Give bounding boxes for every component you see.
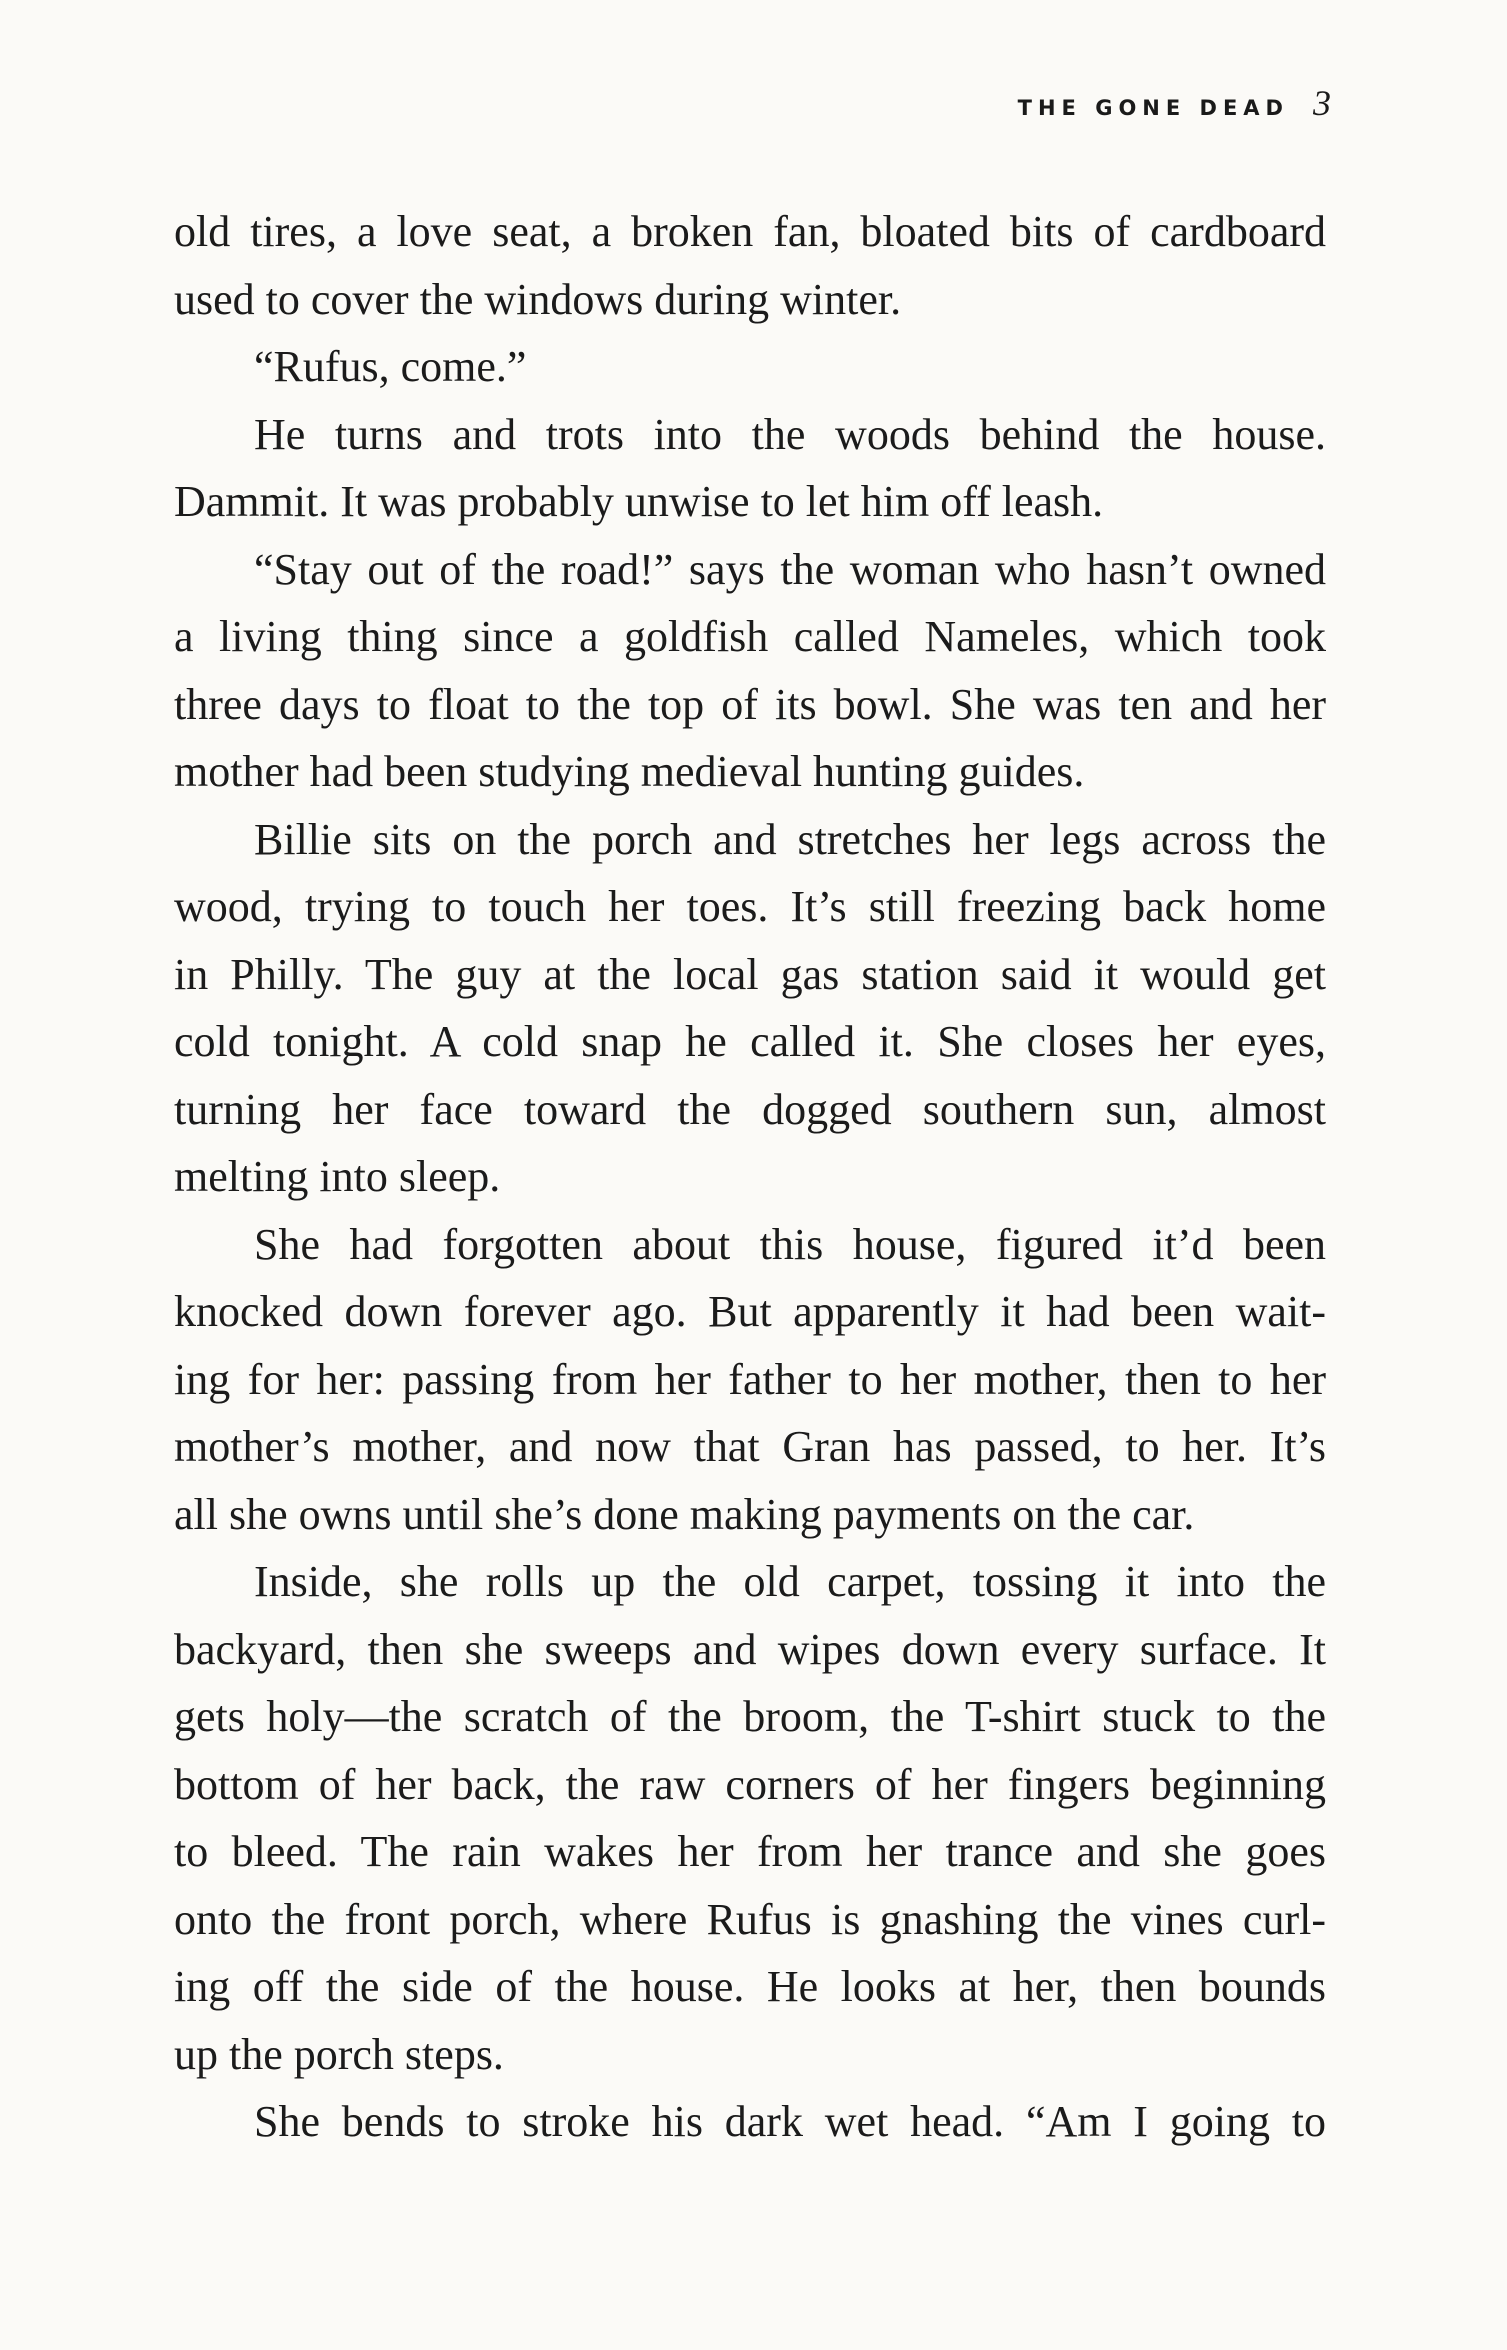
text-line: wood, trying to touch her toes. It’s still freezing back home [174, 882, 1326, 931]
text-line: ing off the side of the house. He looks at her, then bounds [174, 1962, 1326, 2011]
text-line: in Philly. The guy at the local gas station said it would get [174, 949, 1326, 999]
text-line: ing for her: passing from her father to her mother, then to her [174, 1354, 1326, 1404]
text-line: “Stay out of the road!” says the woman who hasn’t owned [254, 544, 1326, 594]
text-line: She bends to stroke his dark wet head. “Am I going to [254, 2097, 1326, 2146]
text-line: a living thing since a goldfish called Nameles, which took [174, 612, 1326, 661]
text-line: He turns and trots into the woods behind the house. [254, 409, 1326, 459]
text-line: Inside, she rolls up the old carpet, tossing it into the [254, 1557, 1326, 1606]
text-line: onto the front porch, where Rufus is gnashing the vines curl- [174, 1894, 1326, 1944]
page-number: 3 [1313, 83, 1331, 123]
text-line: mother’s mother, and now that Gran has passed, to her. It’s [174, 1422, 1326, 1471]
text-line: three days to float to the top of its bowl. She was ten and her [174, 679, 1326, 729]
text-line: She had forgotten about this house, figured it’d been [254, 1219, 1326, 1269]
running-head [1018, 82, 1331, 124]
text-line: to bleed. The rain wakes her from her trance and she goes [174, 1827, 1326, 1876]
text-line: Dammit. It was probably unwise to let him off leash. [174, 477, 1104, 526]
text-line: used to cover the windows during winter. [174, 274, 902, 324]
body-text [174, 198, 1326, 2156]
text-line: mother had been studying medieval hunting guides. [174, 747, 1085, 796]
text-line: knocked down forever ago. But apparently it had been wait- [174, 1287, 1326, 1336]
text-line: gets holy—the scratch of the broom, the T-shirt stuck to the [174, 1692, 1326, 1741]
text-line: cold tonight. A cold snap he called it. She closes her eyes, [174, 1017, 1326, 1066]
text-line: turning her face toward the dogged southern sun, almost [174, 1084, 1326, 1134]
text-line: bottom of her back, the raw corners of her fingers beginning [174, 1759, 1326, 1809]
text-line: all she owns until she’s done making payments on the car. [174, 1489, 1195, 1539]
text-line: melting into sleep. [174, 1152, 501, 1201]
text-line: Billie sits on the porch and stretches her legs across the [254, 814, 1326, 864]
running-title: THE GONE DEAD [1017, 96, 1289, 120]
text-line: up the porch steps. [174, 2029, 504, 2079]
text-line: backyard, then she sweeps and wipes down every surface. It [174, 1624, 1326, 1674]
text-line: old tires, a love seat, a broken fan, bloated bits of cardboard [174, 207, 1326, 256]
text-line: “Rufus, come.” [254, 342, 527, 391]
